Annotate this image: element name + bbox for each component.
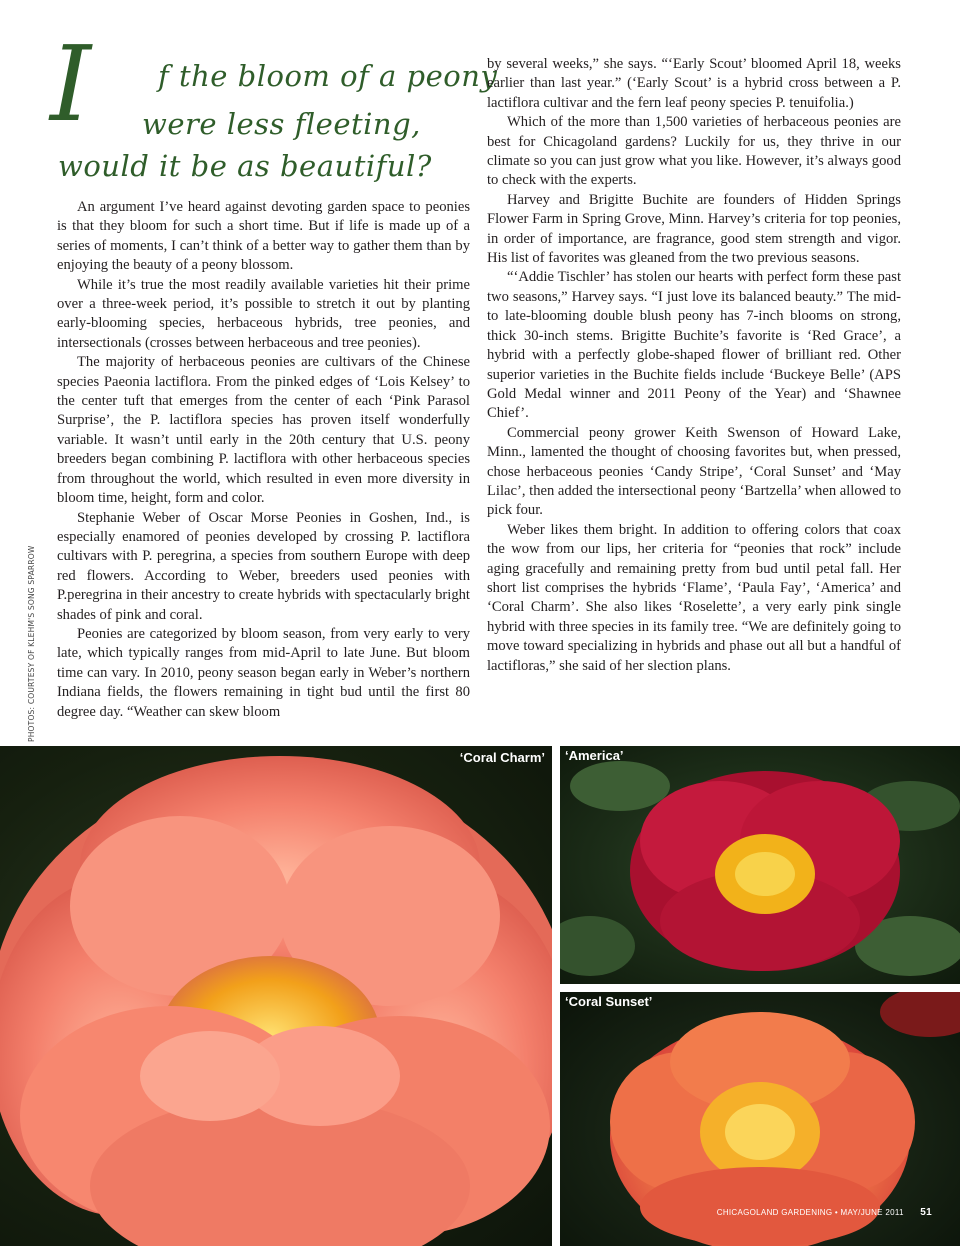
paragraph: Which of the more than 1,500 varieties of herbaceous peonies are best for Chicagoland gardens? Luckily for us, they thrive in our climate so you can just grow what you like. However, it’s always good to check with the experts. — [487, 114, 901, 189]
paragraph: While it’s true the most readily available varieties hit their prime over a three-week period, it’s possible to stretch it out by planting early-blooming species, herbaceous hybrids, tree peonies, and intersectionals (crosses between herbaceous and tree peonies). — [57, 276, 470, 351]
pull-quote-initial: I — [50, 23, 92, 145]
paragraph: “‘Addie Tischler’ has stolen our hearts with perfect form these past two seasons,” Harvey says. “I just love its balanced beauty.” The mid- to late-blooming double blush peony has 7-inch blooms on strong, thick 30-inch stems. Brigitte Buchite’s favorite is ‘Red Grace’, a hybrid with a perfectly globe-shaped flower of brilliant red. Other superior varieties in the Buchite fields include ‘Buckeye Belle’ (APS Gold Medal winner and 2011 Peony of the Year) and ‘Shawnee Chief’. — [487, 269, 901, 422]
paragraph: Harvey and Brigitte Buchite are founders of Hidden Springs Flower Farm in Spring Grove, Minn. Harvey’s criteria for top peonies, in order of importance, are fragrance, good stem strength and vigor. His list of favorites was gleaned from the two previous seasons. — [487, 191, 901, 267]
paragraph: Stephanie Weber of Oscar Morse Peonies in Goshen, Ind., is especially enamored of peonies developed by crossing P. lactiflora cultivars with P. peregrina, a species from southern Europe with deep red flowers. According to Weber, breeders used peonies with P.peregrina in their ancestry to create hybrids with spectacularly bright shades of pink and coral. — [57, 509, 470, 623]
article-column-right — [487, 55, 901, 676]
pull-quote-line-1: f the bloom of a peony — [158, 59, 498, 93]
paragraph: Peonies are categorized by bloom season, from very early to very late, which typically ranges from mid-April to late June. But bloom time can vary. In 2010, peony season began early in Weber’s northern Indiana fields, the flowers remaining in tight bud until the first 80 degree day. “Weather can skew bloom — [57, 625, 470, 720]
magazine-issue: CHICAGOLAND GARDENING • MAY/JUNE 2011 — [716, 1208, 904, 1217]
photo-coral-charm — [0, 746, 552, 1246]
pull-quote — [50, 23, 498, 194]
coral-charm-peony-illustration — [0, 746, 552, 1246]
paragraph: An argument I’ve heard against devoting garden space to peonies is that they bloom for such a short time. But if life is made up of a series of moments, I can’t think of a better way to gather them than by enjoying the beauty of a peony blossom. — [57, 199, 470, 274]
photo-america — [560, 746, 960, 984]
pull-quote-line-2: were less fleeting, — [142, 107, 421, 141]
photo-credit: PHOTOS: COURTESY OF KLEHM'S SONG SPARROW — [27, 545, 36, 742]
paragraph: Commercial peony grower Keith Swenson of Howard Lake, Minn., lamented the thought of choosing favorites but, when pressed, chose herbaceous peonies ‘Candy Stripe’, ‘Coral Sunset’ and ‘May Lilac’, then added the intersectional peony ‘Bartzella’ when allowed to pick four. — [487, 424, 901, 519]
pull-quote-line-3: would it be as beautiful? — [58, 149, 432, 183]
america-peony-illustration — [560, 746, 960, 984]
caption-america: ‘America’ — [565, 748, 624, 763]
page-number: 51 — [920, 1207, 932, 1218]
caption-coral-sunset: ‘Coral Sunset’ — [565, 994, 653, 1009]
caption-coral-charm: ‘Coral Charm’ — [459, 750, 545, 765]
article-column-left — [57, 198, 470, 722]
paragraph: by several weeks,” she says. “‘Early Scout’ bloomed April 18, weeks earlier than last year.” (‘Early Scout’ is a hybrid cross between a P. lactiflora cultivar and the fern leaf peony species P. tenuifolia.) — [487, 56, 901, 111]
paragraph: Weber likes them bright. In addition to offering colors that coax the wow from our lips, her criteria for “peonies that rock” include aging gracefully and remaining pretty from bud until petal fall. Her short list comprises the hybrids ‘Flame’, ‘Paula Fay’, ‘America’ and ‘Coral Charm’. She also likes ‘Roselette’, a very early pink single hybrid with three species in its family tree. “We are definitely going to move toward specializing in hybrids and phase out all but a handful of lactifloras,” she said of her slection plans. — [487, 521, 901, 674]
paragraph: The majority of herbaceous peonies are cultivars of the Chinese species Paeonia lactiflora. From the pinked edges of ‘Lois Kelsey’ to the center tuft that emerges from the center of each ‘Pink Parasol Surprise’, the P. lactiflora species has proven itself wonderfully variable. It wasn’t until early in the 20th century that U.S. peony breeders began combining P. lactiflora with other herbaceous species from throughout the world, which resulted in even more diversity in bloom time, height, form and color. — [57, 354, 470, 507]
page-footer — [717, 1207, 932, 1218]
